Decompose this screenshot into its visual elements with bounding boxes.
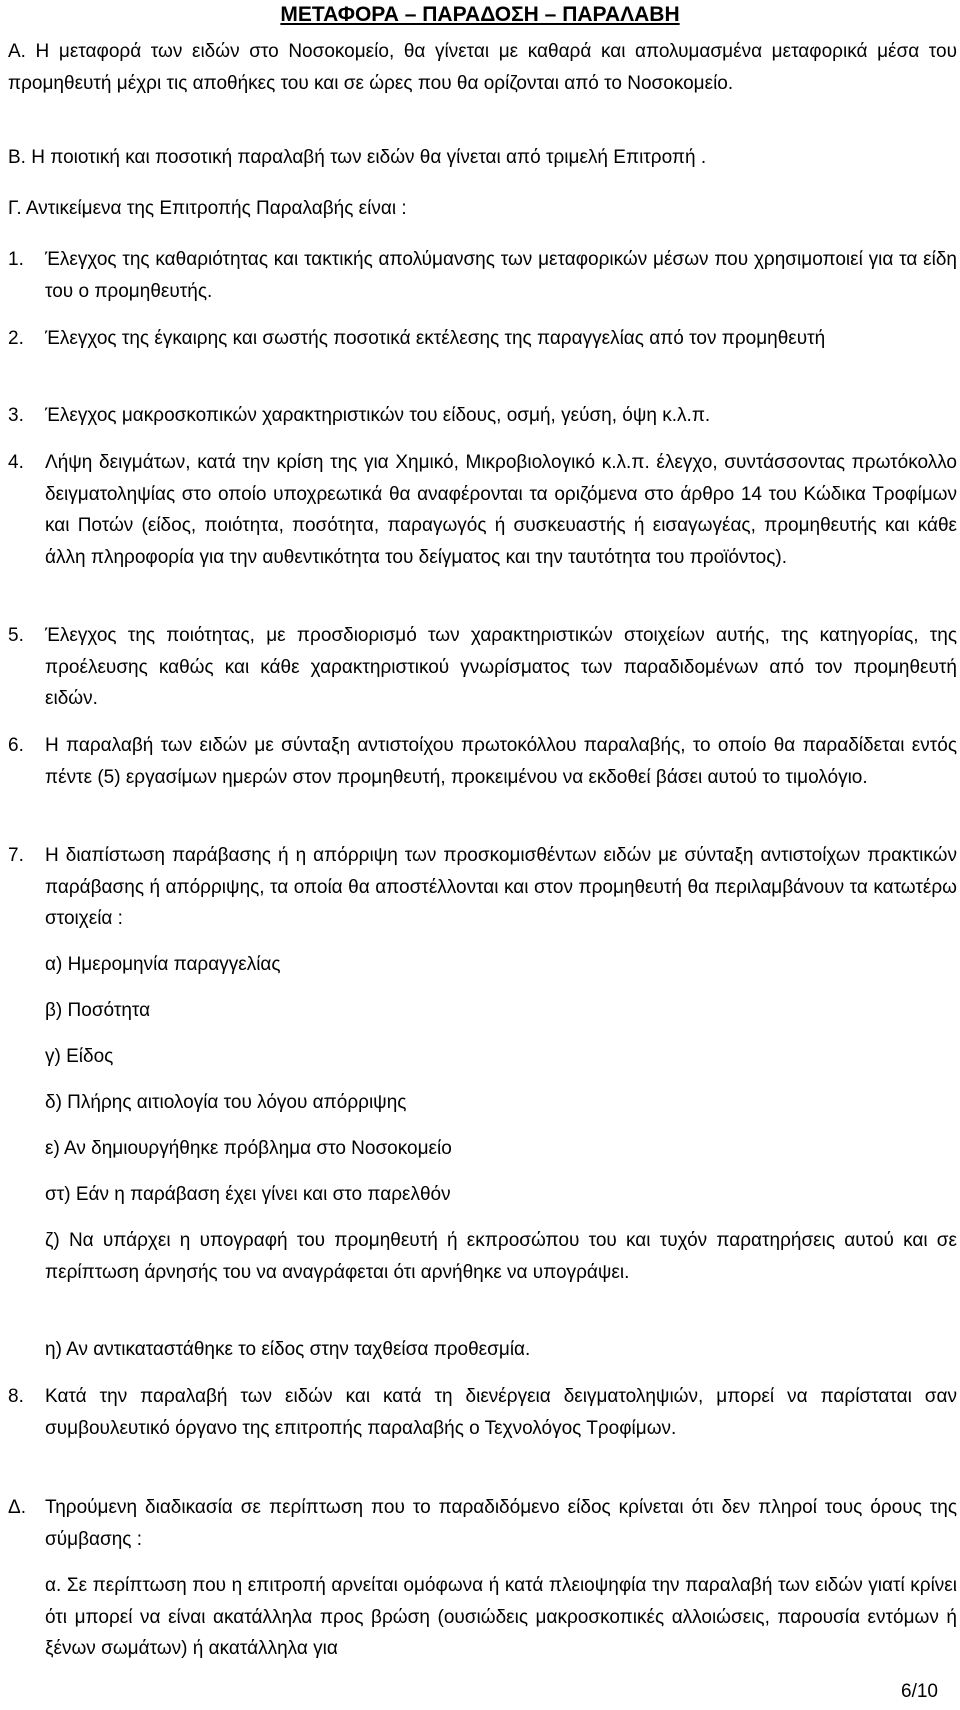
- section-a: Α. Η μεταφορά των ειδών στο Νοσοκομείο, θα γίνεται με καθαρά και απολυμασμένα μεταφορικά μέσα του προμηθευτή μέχρι τις αποθήκες του και σε ώρες που θα ορίζονται από το Νοσοκομείο.: [8, 41, 957, 94]
- sub-item: β) Ποσότητα: [45, 1000, 151, 1021]
- item-text: Έλεγχος της ποιότητας, με προσδιορισμό των χαρακτηριστικών στοιχείων αυτής, της κατηγορίας, της προέλευσης καθώς και κάθε χαρακτηριστικού γνωρίσματος των παραδιδομένων από τον προμηθευτή ειδών.: [45, 625, 957, 709]
- item-number: 4.: [8, 452, 24, 473]
- item-text: Έλεγχος της καθαριότητας και τακτικής απολύμανσης των μεταφορικών μέσων που χρησιμοποιεί για τα είδη του ο προμηθευτής.: [45, 249, 957, 302]
- item-number: 1.: [8, 249, 24, 270]
- page-title: ΜΕΤΑΦΟΡΑ – ΠΑΡΑΔΟΣΗ – ΠΑΡΑΛΑΒΗ: [280, 3, 680, 26]
- item-text: Έλεγχος της έγκαιρης και σωστής ποσοτικά εκτέλεσης της παραγγελίας από τον προμηθευτή: [45, 328, 826, 349]
- section-d-text: Τηρούμενη διαδικασία σε περίπτωση που το παραδιδόμενο είδος κρίνεται ότι δεν πληροί τους όρους της σύμβασης :: [45, 1497, 957, 1550]
- section-b: Β. Η ποιοτική και ποσοτική παραλαβή των ειδών θα γίνεται από τριμελή Επιτροπή .: [8, 147, 707, 168]
- item-number: 3.: [8, 405, 24, 426]
- section-g: Γ. Αντικείμενα της Επιτροπής Παραλαβής είναι :: [8, 198, 407, 219]
- item-text: Η διαπίστωση παράβασης ή η απόρριψη των προσκομισθέντων ειδών με σύνταξη αντιστοίχων πρακτικών παράβασης ή απόρριψης, τα οποία θα αποστέλλονται και στον προμηθευτή θα περιλαμβάνουν τα κατωτέρω στοιχεία :: [45, 845, 957, 929]
- sub-item: δ) Πλήρης αιτιολογία του λόγου απόρριψης: [45, 1092, 407, 1113]
- item-number: 2.: [8, 328, 24, 349]
- item-number: 5.: [8, 625, 24, 646]
- item-number: 7.: [8, 845, 24, 866]
- item-number: 8.: [8, 1386, 24, 1407]
- sub-item: στ) Εάν η παράβαση έχει γίνει και στο παρελθόν: [45, 1184, 451, 1205]
- sub-item: γ) Είδος: [45, 1046, 114, 1067]
- item-text: Η παραλαβή των ειδών με σύνταξη αντιστοίχου πρωτοκόλλου παραλαβής, το οποίο θα παραδίδεται εντός πέντε (5) εργασίμων ημερών στον προμηθευτή, προκειμένου να εκδοθεί βάσει αυτού το τιμολόγιο.: [45, 735, 957, 788]
- item-number: 6.: [8, 735, 24, 756]
- section-d-label: Δ.: [8, 1497, 26, 1518]
- item-text: Λήψη δειγμάτων, κατά την κρίση της για Χημικό, Μικροβιολογικό κ.λ.π. έλεγχο, συντάσσοντας πρωτόκολλο δειγματοληψίας στο οποίο υποχρεωτικά θα αναφέρονται τα οριζόμενα στο άρθρο 14 του Κώδικα Τροφίμων και Ποτών (είδος, ποιότητα, ποσότητα, παραγωγός ή συσκευαστής ή εισαγωγέας, προμηθευτής και κάθε άλλη πληροφορία για την αυθεντικότητα του δείγματος και την ταυτότητα του προϊόντος).: [45, 452, 957, 568]
- item-text: Κατά την παραλαβή των ειδών και κατά τη διενέργεια δειγματοληψιών, μπορεί να παρίσταται σαν συμβουλευτικό όργανο της επιτροπής παραλαβής ο Τεχνολόγος Τροφίμων.: [45, 1386, 957, 1439]
- section-d-paragraph-a: α. Σε περίπτωση που η επιτροπή αρνείται ομόφωνα ή κατά πλειοψηφία την παραλαβή των ειδών γιατί κρίνει ότι μπορεί να είναι ακατάλληλα προς βρώση (ουσιώδεις μακροσκοπικές αλλοιώσεις, παρουσία εντόμων ή ξένων σωμάτων) ή ακατάλληλα για: [45, 1575, 957, 1659]
- item-text: Έλεγχος μακροσκοπικών χαρακτηριστικών του είδους, οσμή, γεύση, όψη κ.λ.π.: [45, 405, 711, 426]
- sub-item: ε) Αν δημιουργήθηκε πρόβλημα στο Νοσοκομείο: [45, 1138, 452, 1159]
- page-number: 6/10: [901, 1681, 938, 1702]
- sub-item: α) Ημερομηνία παραγγελίας: [45, 954, 281, 975]
- sub-item: η) Αν αντικαταστάθηκε το είδος στην ταχθείσα προθεσμία.: [45, 1339, 531, 1360]
- sub-item: ζ) Να υπάρχει η υπογραφή του προμηθευτή ή εκπροσώπου του και τυχόν παρατηρήσεις αυτού και σε περίπτωση άρνησής του να αναγράφεται ότι αρνήθηκε να υπογράψει.: [45, 1230, 957, 1283]
